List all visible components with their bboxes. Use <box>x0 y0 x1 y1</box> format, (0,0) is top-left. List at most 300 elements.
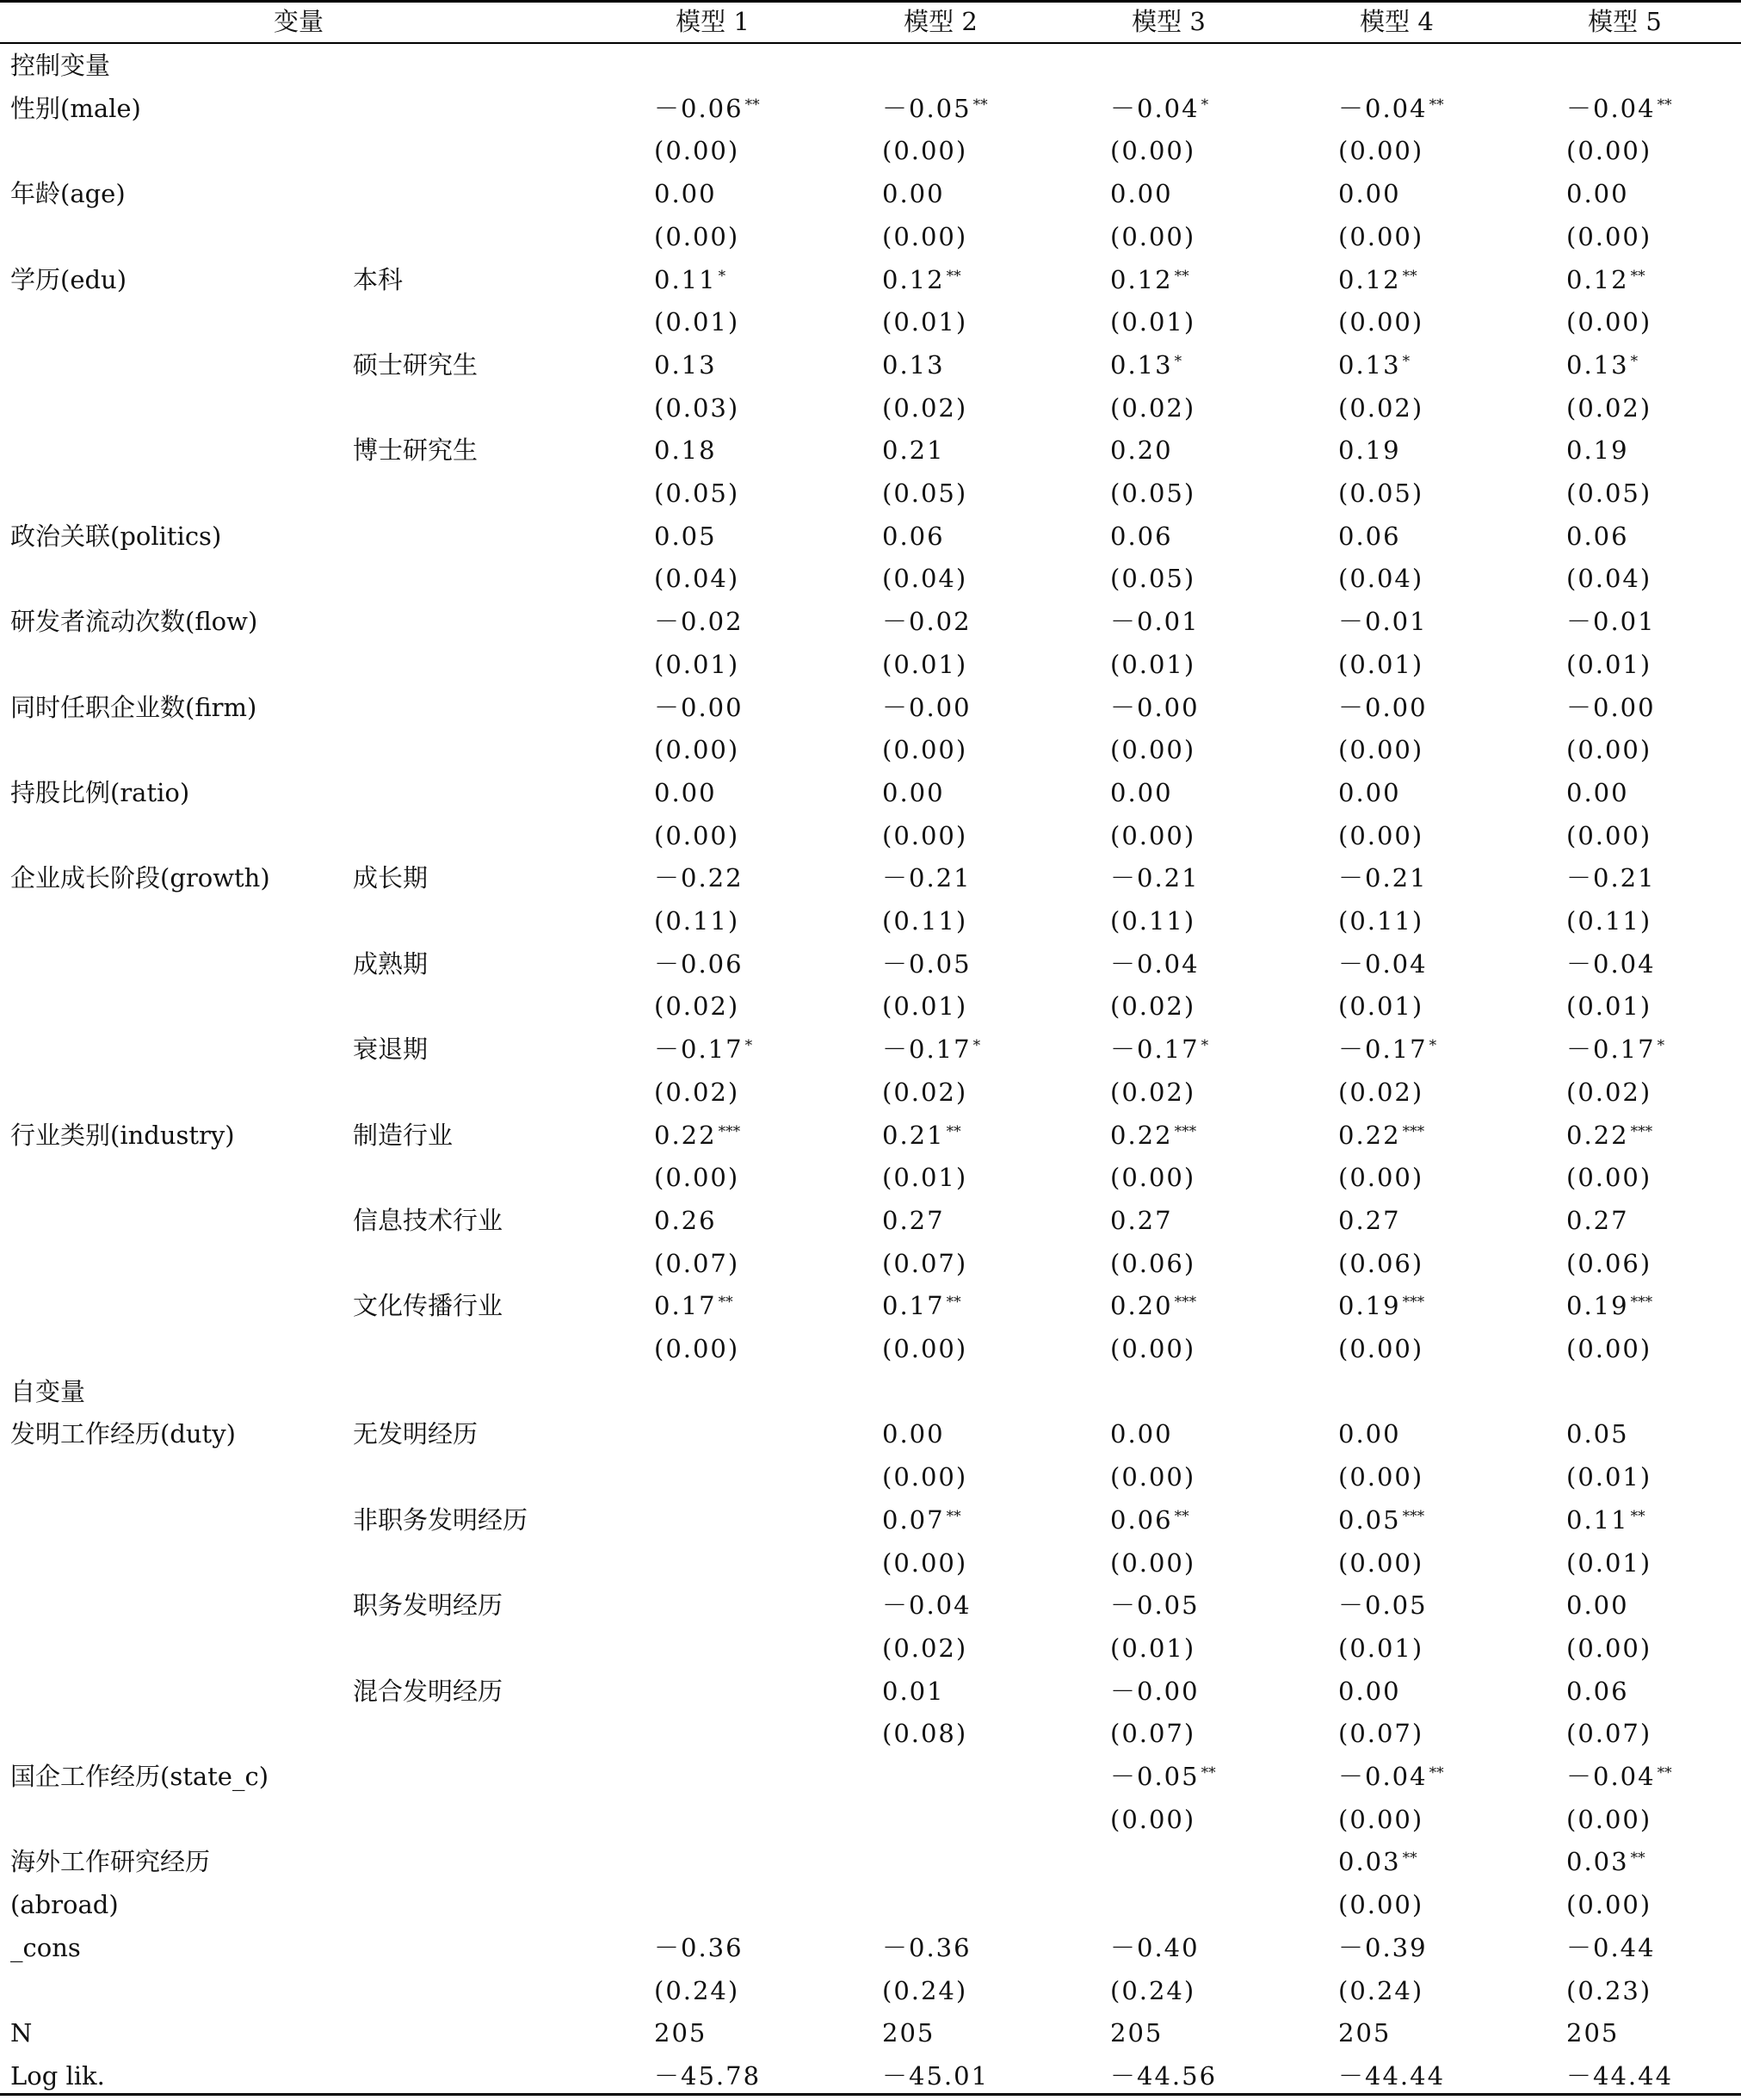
model-3-value: (0.00) <box>1110 1163 1196 1193</box>
model-5-value: 0.06 <box>1566 1676 1629 1706</box>
model-4-value: (0.01) <box>1338 991 1424 1022</box>
significance-stars: ** <box>946 1122 961 1140</box>
model-4-value: (0.01) <box>1338 1633 1424 1663</box>
significance-stars: * <box>972 1037 981 1055</box>
table-row <box>0 1671 1741 1714</box>
model-5-value: (0.11) <box>1566 906 1652 936</box>
bottom-rule <box>0 2093 1741 2096</box>
model-5-value: －0.04 ** <box>1566 93 1672 123</box>
model-5-value: (0.00) <box>1566 307 1652 337</box>
header-model-4: 模型 4 <box>1360 7 1434 36</box>
row-sublabel: 文化传播行业 <box>353 1291 503 1321</box>
row-label: 政治关联(politics) <box>10 521 222 551</box>
model-1-value: 0.11 * <box>654 264 726 294</box>
significance-stars: *** <box>1402 1294 1425 1312</box>
model-2-value: (0.24) <box>882 1975 968 2005</box>
model-1-value: 0.00 <box>654 179 717 209</box>
table-row <box>0 429 1741 472</box>
model-2-value: (0.02) <box>882 1633 968 1663</box>
row-sublabel: 本科 <box>353 264 404 294</box>
model-1-value: －0.17 * <box>654 1035 753 1065</box>
row-label: _cons <box>10 1932 81 1962</box>
significance-stars: ** <box>1429 1764 1444 1782</box>
model-3-value: (0.06) <box>1110 1248 1196 1278</box>
table-row <box>0 900 1741 943</box>
model-3-value: (0.00) <box>1110 820 1196 850</box>
model-1-value: (0.04) <box>654 564 740 594</box>
table-row <box>0 130 1741 173</box>
model-5-value: (0.01) <box>1566 1462 1652 1492</box>
model-3-value: －0.00 <box>1110 1676 1200 1706</box>
row-sublabel: 博士研究生 <box>353 435 478 466</box>
row-label: (abroad) <box>10 1890 119 1920</box>
model-3-value: (0.11) <box>1110 906 1196 936</box>
table-row <box>0 1456 1741 1499</box>
table-row <box>0 173 1741 216</box>
table-row <box>0 259 1741 302</box>
model-3-value: 205 <box>1110 2018 1164 2048</box>
model-3-value: (0.05) <box>1110 479 1196 508</box>
model-4-value: 0.27 <box>1338 1205 1401 1235</box>
model-3-value: (0.00) <box>1110 1462 1196 1492</box>
table-row <box>0 387 1741 430</box>
model-5-value: (0.04) <box>1566 564 1652 594</box>
model-5-value: (0.00) <box>1566 1633 1652 1663</box>
model-5-value: 0.11 ** <box>1566 1504 1645 1535</box>
model-5-value: －0.04 <box>1566 948 1656 979</box>
model-3-value: (0.00) <box>1110 221 1196 251</box>
table-row <box>0 729 1741 772</box>
significance-stars: * <box>744 1037 753 1055</box>
model-2-value: －0.05 ** <box>882 93 988 123</box>
table-row <box>0 2055 1741 2098</box>
row-label: 发明工作经历(duty) <box>10 1419 236 1449</box>
table-row <box>0 1756 1741 1799</box>
model-5-value: 0.00 <box>1566 777 1629 807</box>
model-3-value: 0.06 <box>1110 521 1173 551</box>
model-2-value: 0.07 ** <box>882 1504 961 1535</box>
model-4-value: 0.22 *** <box>1338 1120 1425 1150</box>
model-4-value: 205 <box>1338 2018 1392 2048</box>
model-4-value: 0.03 ** <box>1338 1847 1417 1877</box>
significance-stars: *** <box>1402 1122 1425 1140</box>
model-4-value: (0.00) <box>1338 221 1424 251</box>
model-5-value: －0.44 <box>1566 1932 1656 1962</box>
model-2-value: 0.00 <box>882 179 945 209</box>
model-3-value: －44.56 <box>1110 2060 1218 2091</box>
model-4-value: 0.06 <box>1338 521 1401 551</box>
model-2-value: 0.00 <box>882 1419 945 1449</box>
model-4-value: 0.12 ** <box>1338 264 1417 294</box>
row-sublabel: 衰退期 <box>353 1035 429 1065</box>
table-row <box>0 216 1741 259</box>
significance-stars: ** <box>744 96 760 114</box>
model-3-value: 0.22 *** <box>1110 1120 1197 1150</box>
model-2-value: (0.05) <box>882 479 968 508</box>
model-3-value: 0.00 <box>1110 1419 1173 1449</box>
model-4-value: －0.01 <box>1338 607 1428 637</box>
significance-stars: * <box>1402 352 1411 370</box>
model-2-value: －0.04 <box>882 1590 972 1621</box>
table-row <box>0 1799 1741 1842</box>
model-1-value: －0.06 <box>654 948 744 979</box>
model-3-value: 0.00 <box>1110 179 1173 209</box>
table-row <box>0 857 1741 900</box>
model-5-value: －0.01 <box>1566 607 1656 637</box>
table-row <box>0 1584 1741 1628</box>
model-3-value: (0.02) <box>1110 991 1196 1022</box>
significance-stars: * <box>1174 352 1182 370</box>
table-row <box>0 1115 1741 1158</box>
significance-stars: ** <box>1174 1507 1189 1525</box>
model-4-value: －0.17 * <box>1338 1035 1437 1065</box>
model-4-value: (0.11) <box>1338 906 1424 936</box>
model-2-value: 0.01 <box>882 1676 945 1706</box>
model-4-value: 0.00 <box>1338 1676 1401 1706</box>
model-5-value: (0.00) <box>1566 221 1652 251</box>
model-2-value: 205 <box>882 2018 935 2048</box>
model-1-value: 0.18 <box>654 435 717 466</box>
model-1-value: －0.06 ** <box>654 93 760 123</box>
model-4-value: －0.21 <box>1338 863 1428 893</box>
model-2-value: (0.00) <box>882 735 968 765</box>
model-2-value: (0.00) <box>882 1547 968 1578</box>
table-row <box>0 2012 1741 2055</box>
model-1-value: (0.07) <box>654 1248 740 1278</box>
significance-stars: * <box>718 267 726 285</box>
significance-stars: *** <box>1630 1294 1653 1312</box>
model-1-value: －0.22 <box>654 863 744 893</box>
table-row <box>0 943 1741 986</box>
model-5-value: 0.13 * <box>1566 349 1639 380</box>
model-2-value: (0.08) <box>882 1719 968 1749</box>
model-2-value: (0.00) <box>882 1334 968 1363</box>
model-2-value: 0.17 ** <box>882 1291 961 1321</box>
model-1-value: (0.11) <box>654 906 740 936</box>
model-3-value: －0.04 * <box>1110 93 1209 123</box>
model-1-value: (0.03) <box>654 392 740 423</box>
model-1-value: 0.00 <box>654 777 717 807</box>
model-2-value: －0.02 <box>882 607 972 637</box>
table-row <box>0 1285 1741 1328</box>
model-4-value: (0.01) <box>1338 649 1424 679</box>
model-5-value: (0.00) <box>1566 1804 1652 1834</box>
significance-stars: ** <box>1630 1507 1645 1525</box>
model-1-value: (0.01) <box>654 649 740 679</box>
significance-stars: * <box>1201 1037 1209 1055</box>
model-3-value: －0.17 * <box>1110 1035 1209 1065</box>
model-5-value: 0.12 ** <box>1566 264 1645 294</box>
model-5-value: (0.02) <box>1566 1077 1652 1107</box>
model-4-value: －0.39 <box>1338 1932 1428 1962</box>
header-rule <box>0 42 1741 44</box>
row-sublabel: 成长期 <box>353 863 429 893</box>
model-4-value: (0.05) <box>1338 479 1424 508</box>
significance-stars: ** <box>1630 1850 1645 1868</box>
model-4-value: －0.00 <box>1338 692 1428 722</box>
model-4-value: 0.00 <box>1338 179 1401 209</box>
model-3-value: 0.13 * <box>1110 349 1182 380</box>
row-label: 海外工作研究经历 <box>10 1847 211 1877</box>
model-5-value: －0.00 <box>1566 692 1656 722</box>
model-5-value: 0.19 *** <box>1566 1291 1653 1321</box>
model-3-value: (0.24) <box>1110 1975 1196 2005</box>
model-5-value: 205 <box>1566 2018 1620 2048</box>
model-5-value: (0.06) <box>1566 1248 1652 1278</box>
model-4-value: (0.04) <box>1338 564 1424 594</box>
model-2-value: 0.00 <box>882 777 945 807</box>
significance-stars: *** <box>1174 1294 1197 1312</box>
model-3-value: (0.01) <box>1110 1633 1196 1663</box>
model-2-value: (0.02) <box>882 392 968 423</box>
model-2-value: －0.00 <box>882 692 972 722</box>
model-2-value: (0.11) <box>882 906 968 936</box>
model-5-value: (0.01) <box>1566 649 1652 679</box>
table-row <box>0 558 1741 601</box>
table-row <box>0 985 1741 1028</box>
model-3-value: (0.00) <box>1110 1804 1196 1834</box>
model-5-value: (0.00) <box>1566 735 1652 765</box>
model-4-value: (0.00) <box>1338 307 1424 337</box>
row-sublabel: 信息技术行业 <box>353 1205 503 1235</box>
model-1-value: (0.01) <box>654 307 740 337</box>
model-4-value: (0.00) <box>1338 1804 1424 1834</box>
table-row <box>0 687 1741 730</box>
significance-stars: *** <box>718 1122 741 1140</box>
model-2-value: 0.13 <box>882 349 945 380</box>
row-sublabel: 非职务发明经历 <box>353 1504 528 1535</box>
significance-stars: ** <box>946 1294 961 1312</box>
model-1-value: (0.24) <box>654 1975 740 2005</box>
model-1-value: (0.02) <box>654 991 740 1022</box>
table-row <box>0 472 1741 516</box>
model-3-value: 0.12 ** <box>1110 264 1189 294</box>
table-row <box>0 1841 1741 1884</box>
table-row <box>0 815 1741 858</box>
model-3-value: (0.00) <box>1110 735 1196 765</box>
row-label: 自变量 <box>10 1376 86 1406</box>
model-3-value: (0.02) <box>1110 392 1196 423</box>
model-1-value: (0.02) <box>654 1077 740 1107</box>
model-3-value: (0.00) <box>1110 1547 1196 1578</box>
model-2-value: 0.27 <box>882 1205 945 1235</box>
model-3-value: (0.00) <box>1110 136 1196 166</box>
model-2-value: 0.06 <box>882 521 945 551</box>
model-4-value: (0.00) <box>1338 1334 1424 1363</box>
model-5-value: (0.02) <box>1566 392 1652 423</box>
model-5-value: 0.05 <box>1566 1419 1629 1449</box>
model-2-value: 0.21 <box>882 435 945 466</box>
significance-stars: ** <box>1429 96 1444 114</box>
model-4-value: (0.02) <box>1338 392 1424 423</box>
table-row <box>0 301 1741 344</box>
model-4-value: －0.04 <box>1338 948 1428 979</box>
model-2-value: －0.17 * <box>882 1035 981 1065</box>
model-1-value: －0.02 <box>654 607 744 637</box>
model-3-value: (0.05) <box>1110 564 1196 594</box>
model-2-value: (0.07) <box>882 1248 968 1278</box>
model-5-value: (0.00) <box>1566 136 1652 166</box>
header-model-1: 模型 1 <box>676 7 750 36</box>
row-sublabel: 硕士研究生 <box>353 349 478 380</box>
row-label: 研发者流动次数(flow) <box>10 607 258 637</box>
model-1-value: (0.00) <box>654 1334 740 1363</box>
model-4-value: －0.04 ** <box>1338 1762 1444 1791</box>
table-header <box>0 0 1741 42</box>
table-row <box>0 88 1741 131</box>
model-4-value: 0.19 <box>1338 435 1401 466</box>
row-sublabel: 制造行业 <box>353 1120 454 1150</box>
model-2-value: (0.02) <box>882 1077 968 1107</box>
table-row <box>0 1200 1741 1243</box>
significance-stars: * <box>1630 352 1639 370</box>
significance-stars: ** <box>972 96 988 114</box>
significance-stars: ** <box>1174 267 1189 285</box>
model-3-value: －0.40 <box>1110 1932 1200 1962</box>
model-3-value: (0.07) <box>1110 1719 1196 1749</box>
table-row <box>0 1884 1741 1927</box>
model-3-value: 0.20 *** <box>1110 1291 1197 1321</box>
header-model-3: 模型 3 <box>1132 7 1206 36</box>
model-5-value: －0.21 <box>1566 863 1656 893</box>
model-2-value: (0.00) <box>882 221 968 251</box>
model-5-value: (0.23) <box>1566 1975 1652 2005</box>
model-4-value: (0.06) <box>1338 1248 1424 1278</box>
row-label: 学历(edu) <box>10 264 127 294</box>
model-2-value: (0.01) <box>882 307 968 337</box>
row-sublabel: 成熟期 <box>353 948 429 979</box>
model-4-value: 0.05 *** <box>1338 1504 1425 1535</box>
table-row <box>0 1328 1741 1371</box>
model-1-value: －0.36 <box>654 1932 744 1962</box>
significance-stars: *** <box>1402 1507 1425 1525</box>
significance-stars: ** <box>946 267 961 285</box>
significance-stars: *** <box>1174 1122 1197 1140</box>
model-3-value: 0.00 <box>1110 777 1173 807</box>
table-row <box>0 1157 1741 1200</box>
significance-stars: ** <box>1402 1850 1417 1868</box>
model-5-value: (0.07) <box>1566 1719 1652 1749</box>
model-1-value: 0.26 <box>654 1205 717 1235</box>
model-5-value: (0.05) <box>1566 479 1652 508</box>
model-1-value: (0.00) <box>654 820 740 850</box>
model-2-value: －45.01 <box>882 2060 990 2091</box>
row-sublabel: 混合发明经历 <box>353 1676 503 1706</box>
significance-stars: ** <box>1201 1764 1216 1782</box>
table-row <box>0 1713 1741 1756</box>
model-1-value: (0.00) <box>654 221 740 251</box>
model-1-value: －0.00 <box>654 692 744 722</box>
model-1-value: (0.00) <box>654 1163 740 1193</box>
model-5-value: 0.19 <box>1566 435 1629 466</box>
model-5-value: 0.22 *** <box>1566 1120 1653 1150</box>
model-2-value: 0.12 ** <box>882 264 961 294</box>
model-1-value: 0.17 ** <box>654 1291 733 1321</box>
model-1-value: 0.13 <box>654 349 717 380</box>
row-label: 国企工作经历(state_c) <box>10 1762 269 1791</box>
table-row <box>0 1927 1741 1970</box>
row-label: 企业成长阶段(growth) <box>10 863 270 893</box>
model-5-value: (0.00) <box>1566 1163 1652 1193</box>
model-5-value: 0.06 <box>1566 521 1629 551</box>
model-1-value: －45.78 <box>654 2060 762 2091</box>
model-5-value: －0.17 * <box>1566 1035 1665 1065</box>
model-1-value: (0.05) <box>654 479 740 508</box>
model-3-value: －0.01 <box>1110 607 1200 637</box>
row-label: Log lik. <box>10 2060 105 2091</box>
row-label: 控制变量 <box>10 51 111 80</box>
model-2-value: (0.01) <box>882 649 968 679</box>
model-1-value: (0.00) <box>654 136 740 166</box>
table-row <box>0 1628 1741 1671</box>
model-5-value: 0.27 <box>1566 1205 1629 1235</box>
table-row <box>0 516 1741 559</box>
model-4-value: (0.24) <box>1338 1975 1424 2005</box>
model-3-value: －0.00 <box>1110 692 1200 722</box>
table-row <box>0 1371 1741 1414</box>
row-sublabel: 职务发明经历 <box>353 1590 503 1621</box>
row-label: 持股比例(ratio) <box>10 777 190 807</box>
significance-stars: ** <box>1630 267 1645 285</box>
significance-stars: ** <box>718 1294 733 1312</box>
table-row <box>0 1413 1741 1456</box>
model-4-value: (0.00) <box>1338 735 1424 765</box>
model-3-value: －0.05 ** <box>1110 1762 1216 1791</box>
model-1-value: 0.22 *** <box>654 1120 741 1150</box>
model-2-value: (0.01) <box>882 991 968 1022</box>
model-2-value: (0.04) <box>882 564 968 594</box>
model-3-value: (0.00) <box>1110 1334 1196 1363</box>
model-4-value: －44.44 <box>1338 2060 1446 2091</box>
significance-stars: ** <box>1657 1764 1672 1782</box>
model-3-value: －0.04 <box>1110 948 1200 979</box>
table-row <box>0 601 1741 644</box>
significance-stars: * <box>1429 1037 1437 1055</box>
table-row <box>0 1243 1741 1286</box>
model-1-value: 205 <box>654 2018 707 2048</box>
model-2-value: (0.00) <box>882 136 968 166</box>
model-5-value: (0.01) <box>1566 1547 1652 1578</box>
model-3-value: (0.01) <box>1110 649 1196 679</box>
model-4-value: (0.00) <box>1338 1462 1424 1492</box>
row-label: 同时任职企业数(firm) <box>10 692 257 722</box>
row-label: 年龄(age) <box>10 179 126 209</box>
row-sublabel: 无发明经历 <box>353 1419 478 1449</box>
model-4-value: 0.13 * <box>1338 349 1411 380</box>
header-model-2: 模型 2 <box>904 7 978 36</box>
model-5-value: (0.00) <box>1566 1334 1652 1363</box>
model-3-value: 0.06 ** <box>1110 1504 1189 1535</box>
row-label: N <box>10 2018 33 2048</box>
model-2-value: －0.21 <box>882 863 972 893</box>
table-row <box>0 772 1741 815</box>
model-5-value: (0.00) <box>1566 1890 1652 1920</box>
model-3-value: 0.27 <box>1110 1205 1173 1235</box>
model-2-value: 0.21 ** <box>882 1120 961 1150</box>
significance-stars: ** <box>1657 96 1672 114</box>
row-label: 性别(male) <box>10 93 141 123</box>
model-5-value: 0.00 <box>1566 1590 1629 1621</box>
model-4-value: 0.00 <box>1338 1419 1401 1449</box>
model-1-value: (0.00) <box>654 735 740 765</box>
model-5-value: 0.03 ** <box>1566 1847 1645 1877</box>
significance-stars: ** <box>946 1507 961 1525</box>
model-2-value: －0.05 <box>882 948 972 979</box>
model-4-value: (0.00) <box>1338 820 1424 850</box>
table-row <box>0 1970 1741 2013</box>
model-5-value: (0.01) <box>1566 991 1652 1022</box>
row-label: 行业类别(industry) <box>10 1120 235 1150</box>
